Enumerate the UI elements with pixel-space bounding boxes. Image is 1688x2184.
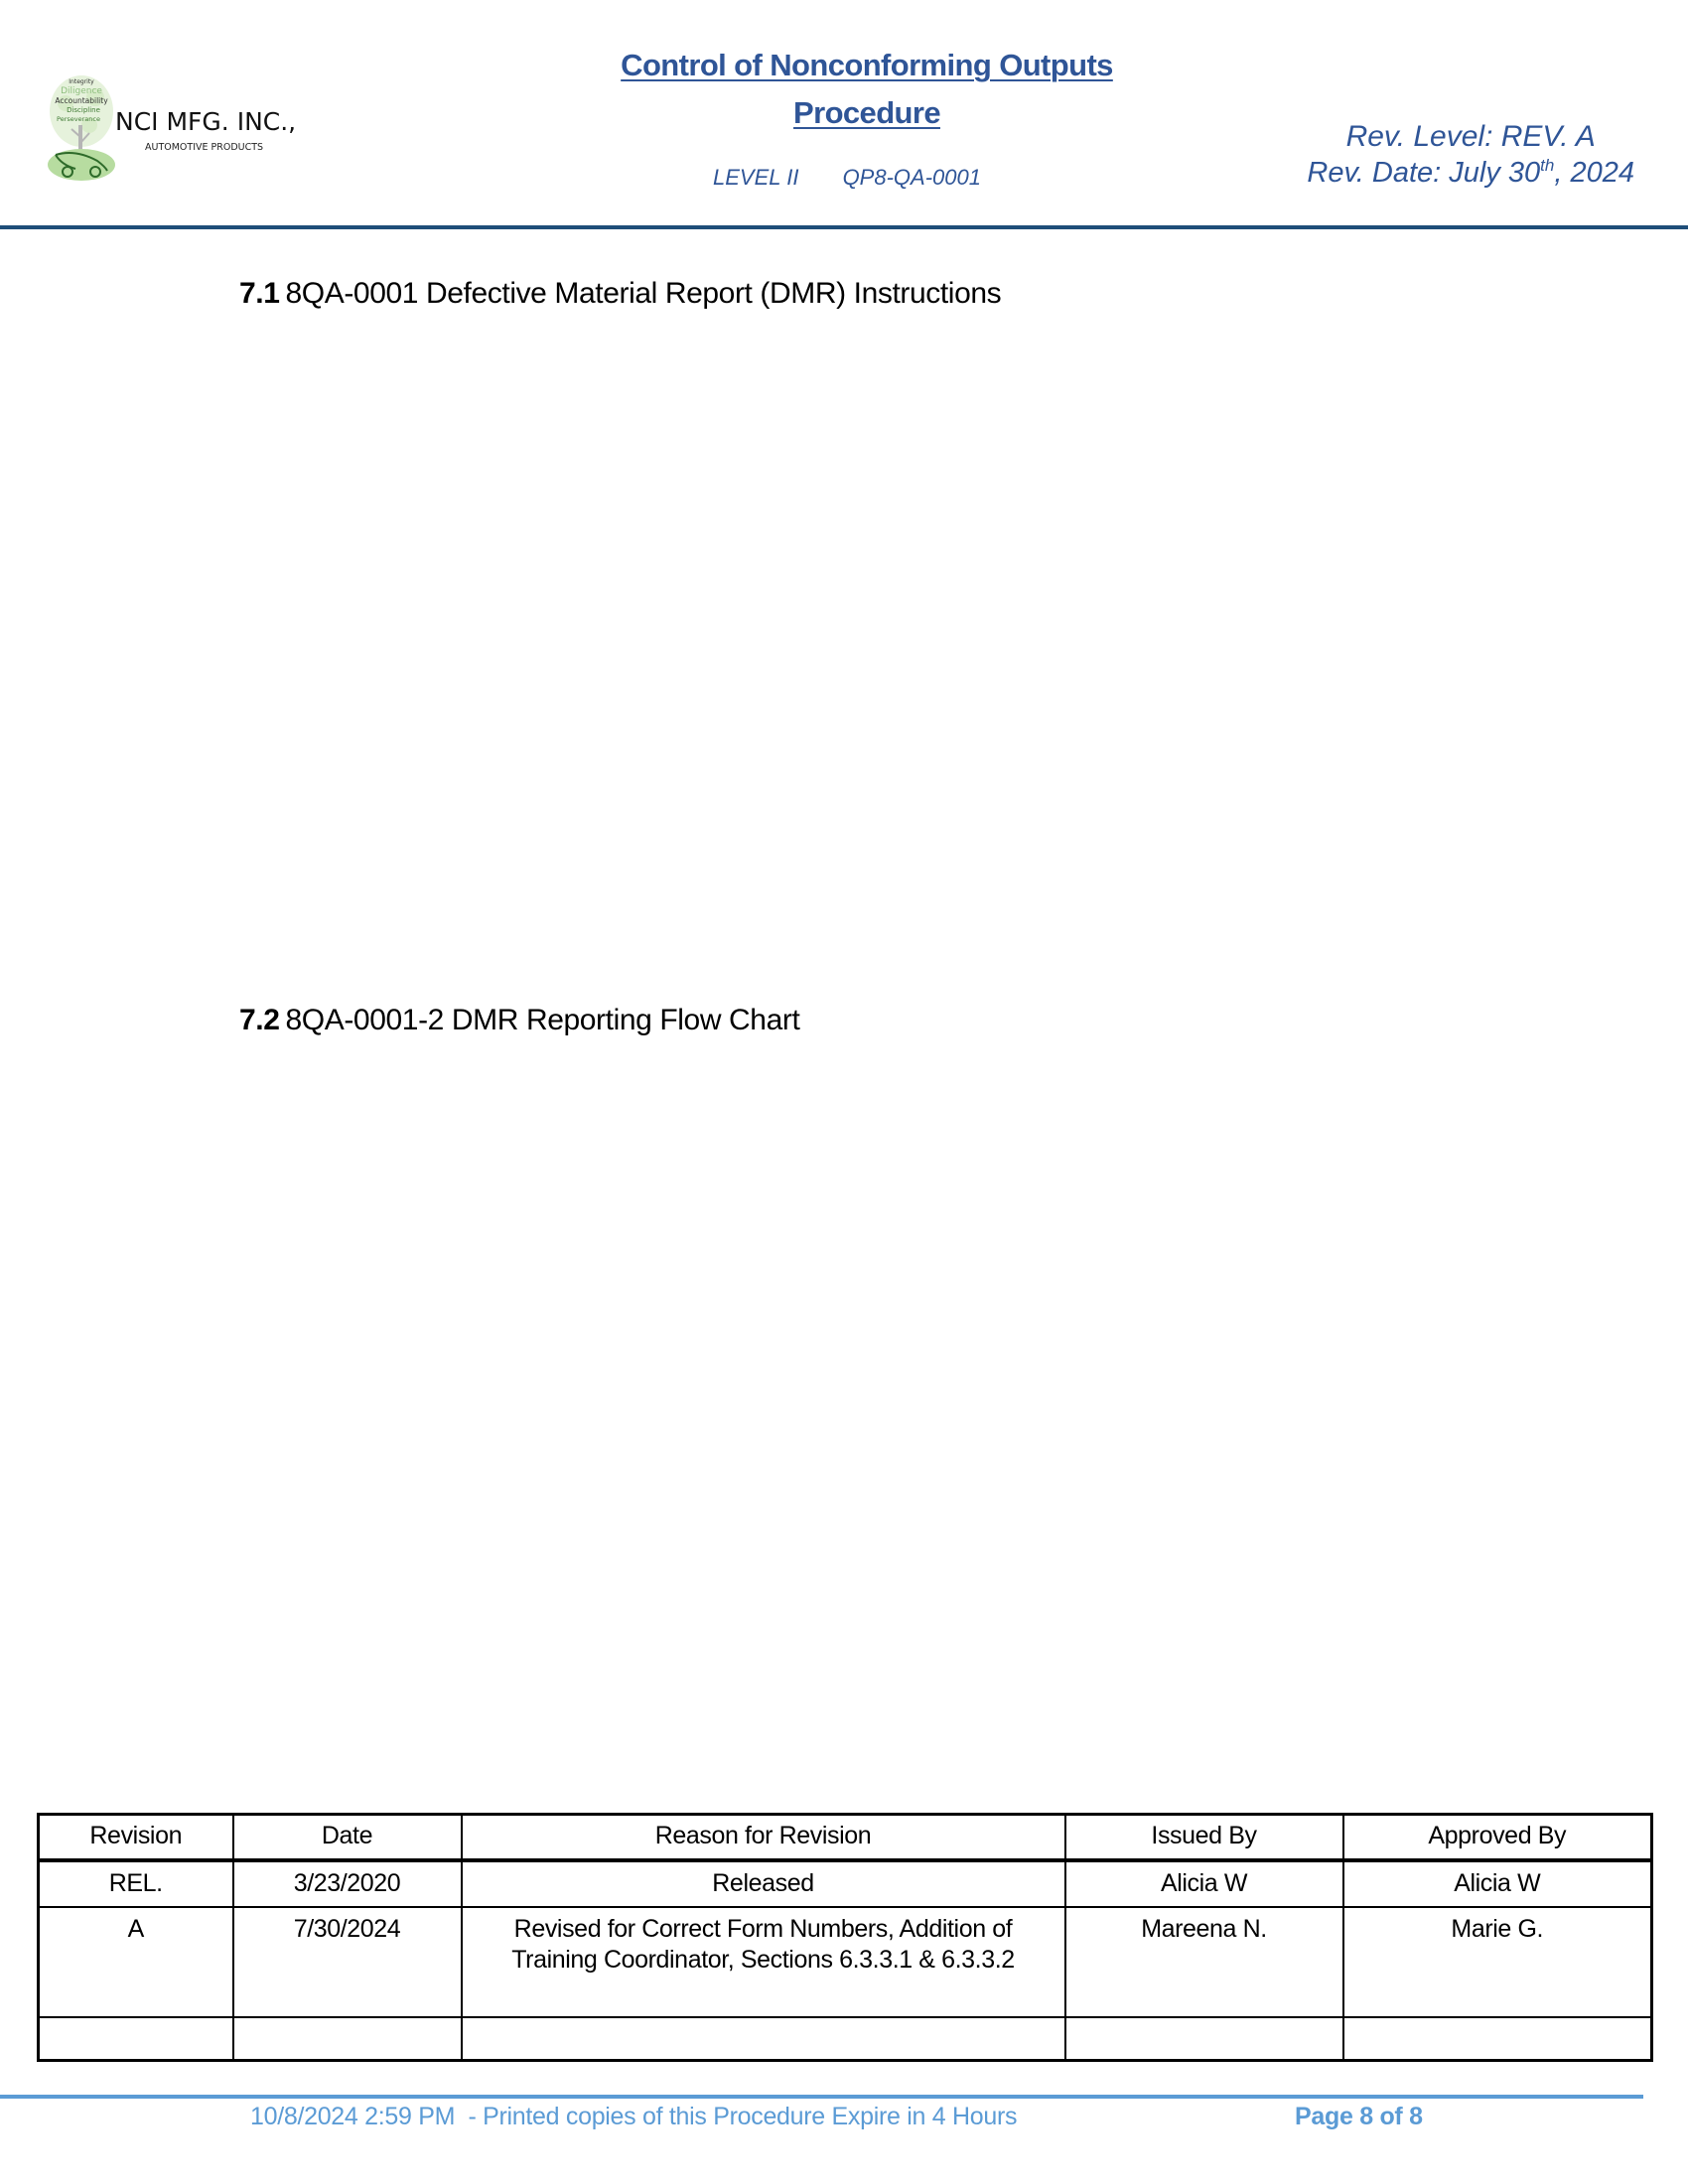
document-title-line2: Procedure bbox=[793, 95, 940, 130]
revision-date-year: , 2024 bbox=[1554, 157, 1634, 189]
table-header-row bbox=[39, 1815, 1652, 1861]
cell-revision bbox=[39, 2017, 233, 2061]
revision-date-ordinal: th bbox=[1540, 156, 1555, 175]
revision-date bbox=[1307, 155, 1634, 191]
svg-text:Perseverance: Perseverance bbox=[57, 115, 100, 123]
table-row bbox=[39, 1907, 1652, 2017]
section-title: 8QA-0001 Defective Material Report (DMR) Instructions bbox=[285, 277, 1002, 310]
svg-text:Accountability: Accountability bbox=[55, 96, 108, 105]
svg-text:Discipline: Discipline bbox=[67, 106, 100, 114]
section-heading-7-1 bbox=[239, 277, 1001, 311]
svg-text:Integrity: Integrity bbox=[69, 78, 94, 85]
section-title: 8QA-0001-2 DMR Reporting Flow Chart bbox=[285, 1004, 800, 1036]
column-header-approved-by: Approved By bbox=[1343, 1815, 1652, 1861]
tree-car-logo-icon bbox=[46, 73, 117, 181]
document-title-line1: Control of Nonconforming Outputs bbox=[621, 48, 1113, 82]
cell-date: 7/30/2024 bbox=[233, 1907, 462, 2017]
cell-date bbox=[233, 2017, 462, 2061]
section-heading-7-2 bbox=[239, 1004, 799, 1037]
column-header-revision: Revision bbox=[39, 1815, 233, 1861]
cell-reason: Released bbox=[462, 1860, 1065, 1907]
cell-revision: REL. bbox=[39, 1860, 233, 1907]
column-header-date: Date bbox=[233, 1815, 462, 1861]
section-number: 7.1 bbox=[239, 277, 280, 310]
revision-date-main: Rev. Date: July 30 bbox=[1307, 157, 1541, 189]
table-row bbox=[39, 2017, 1652, 2061]
document-number: QP8-QA-0001 bbox=[842, 165, 981, 190]
column-header-reason: Reason for Revision bbox=[462, 1815, 1065, 1861]
cell-approved-by bbox=[1343, 2017, 1652, 2061]
company-name: NCI MFG. INC., bbox=[115, 107, 297, 136]
print-expiry-notice: 10/8/2024 2:59 PM - Printed copies of this Procedure Expire in 4 Hours bbox=[250, 2103, 1018, 2130]
header-divider bbox=[0, 225, 1688, 229]
document-level-line bbox=[713, 165, 981, 191]
cell-approved-by: Alicia W bbox=[1343, 1860, 1652, 1907]
cell-issued-by: Alicia W bbox=[1065, 1860, 1343, 1907]
revision-info bbox=[1307, 119, 1634, 191]
cell-reason: Revised for Correct Form Numbers, Addition of Training Coordinator, Sections 6.3.3.1 & 6.3.3.2 bbox=[462, 1907, 1065, 2017]
footer-divider bbox=[0, 2095, 1643, 2099]
cell-reason bbox=[462, 2017, 1065, 2061]
page-number: Page 8 of 8 bbox=[1295, 2103, 1423, 2130]
table-row bbox=[39, 1860, 1652, 1907]
cell-issued-by: Mareena N. bbox=[1065, 1907, 1343, 2017]
section-number: 7.2 bbox=[239, 1004, 280, 1036]
document-title bbox=[496, 42, 1237, 137]
revision-level: Rev. Level: REV. A bbox=[1345, 120, 1596, 153]
revision-history-table bbox=[37, 1813, 1653, 2062]
cell-revision: A bbox=[39, 1907, 233, 2017]
company-logo bbox=[46, 73, 117, 181]
cell-issued-by bbox=[1065, 2017, 1343, 2061]
document-level: LEVEL II bbox=[713, 165, 799, 190]
cell-date: 3/23/2020 bbox=[233, 1860, 462, 1907]
svg-text:Diligence: Diligence bbox=[61, 86, 102, 96]
company-subtitle: AUTOMOTIVE PRODUCTS bbox=[145, 142, 264, 153]
cell-approved-by: Marie G. bbox=[1343, 1907, 1652, 2017]
column-header-issued-by: Issued By bbox=[1065, 1815, 1343, 1861]
